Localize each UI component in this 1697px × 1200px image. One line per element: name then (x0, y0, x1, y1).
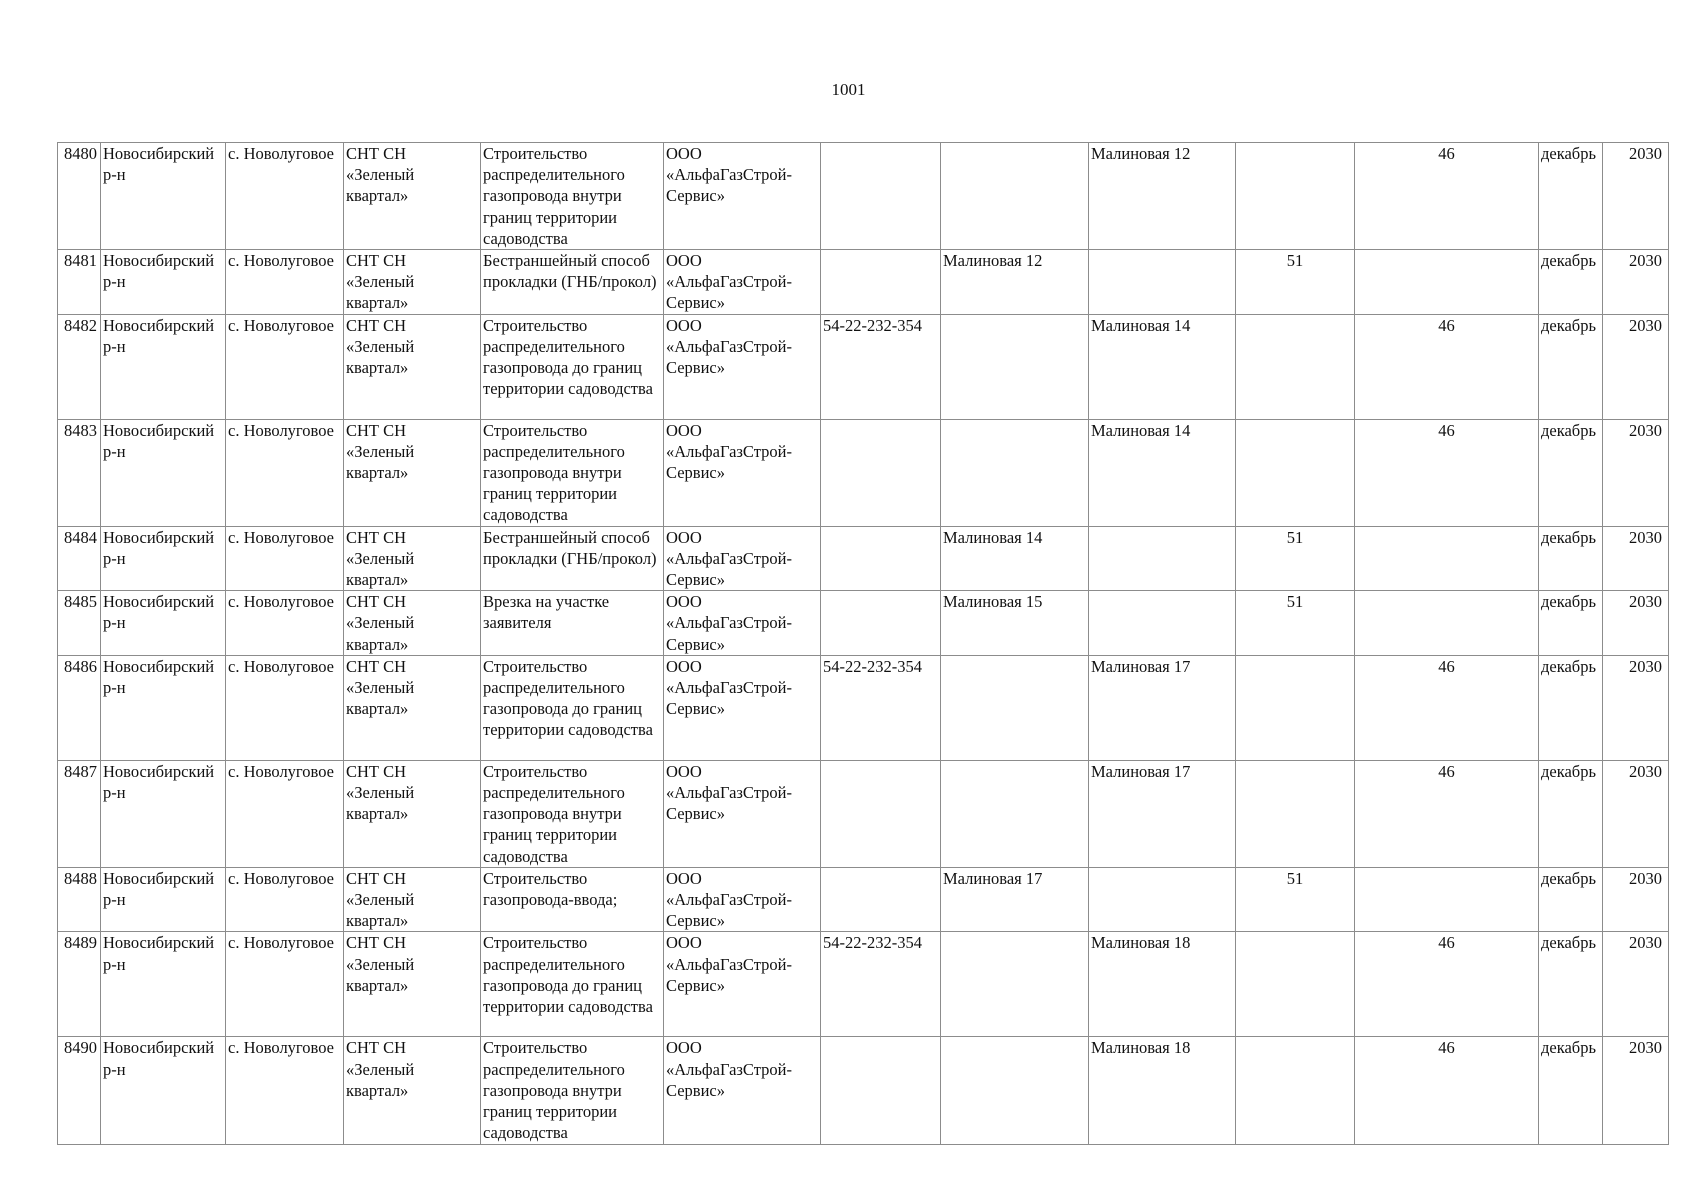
table-row (58, 143, 1669, 250)
organization-cell: СНТ СН «Зеленый квартал» (344, 1037, 481, 1144)
code-cell (821, 419, 941, 526)
value-51-cell (1236, 314, 1355, 419)
year-cell: 2030 (1603, 760, 1669, 867)
table-row (58, 419, 1669, 526)
year-cell: 2030 (1603, 526, 1669, 591)
month-cell: декабрь (1539, 760, 1603, 867)
year-cell: 2030 (1603, 591, 1669, 656)
value-46-cell: 46 (1355, 314, 1539, 419)
table-row (58, 655, 1669, 760)
address-b-cell: Малиновая 18 (1089, 1037, 1236, 1144)
row-number: 8490 (58, 1037, 101, 1144)
village-cell: с. Новолуговое (226, 760, 344, 867)
table-row (58, 867, 1669, 932)
month-cell: декабрь (1539, 143, 1603, 250)
row-number: 8484 (58, 526, 101, 591)
address-b-cell (1089, 250, 1236, 315)
district-cell: Новосибирский р-н (101, 932, 226, 1037)
value-46-cell: 46 (1355, 932, 1539, 1037)
organization-cell: СНТ СН «Зеленый квартал» (344, 760, 481, 867)
address-a-cell (941, 760, 1089, 867)
district-cell: Новосибирский р-н (101, 250, 226, 315)
village-cell: с. Новолуговое (226, 591, 344, 656)
contractor-cell: ООО «АльфаГазСтрой-Сервис» (664, 655, 821, 760)
row-number: 8488 (58, 867, 101, 932)
district-cell: Новосибирский р-н (101, 314, 226, 419)
year-cell: 2030 (1603, 932, 1669, 1037)
organization-cell: СНТ СН «Зеленый квартал» (344, 655, 481, 760)
value-51-cell (1236, 932, 1355, 1037)
district-cell: Новосибирский р-н (101, 655, 226, 760)
value-51-cell: 51 (1236, 526, 1355, 591)
address-a-cell: Малиновая 15 (941, 591, 1089, 656)
organization-cell: СНТ СН «Зеленый квартал» (344, 867, 481, 932)
table-body (58, 143, 1669, 1145)
row-number: 8485 (58, 591, 101, 656)
row-number: 8486 (58, 655, 101, 760)
row-number: 8487 (58, 760, 101, 867)
village-cell: с. Новолуговое (226, 526, 344, 591)
code-cell (821, 760, 941, 867)
district-cell: Новосибирский р-н (101, 1037, 226, 1144)
work-description-cell: Бестраншейный способ прокладки (ГНБ/прокол) (481, 526, 664, 591)
row-number: 8483 (58, 419, 101, 526)
address-b-cell: Малиновая 17 (1089, 655, 1236, 760)
table-row (58, 591, 1669, 656)
village-cell: с. Новолуговое (226, 932, 344, 1037)
month-cell: декабрь (1539, 932, 1603, 1037)
village-cell: с. Новолуговое (226, 250, 344, 315)
organization-cell: СНТ СН «Зеленый квартал» (344, 932, 481, 1037)
table-row (58, 526, 1669, 591)
month-cell: декабрь (1539, 591, 1603, 656)
work-description-cell: Строительство распределительного газопровода внутри границ территории садоводства (481, 760, 664, 867)
table-row (58, 1037, 1669, 1144)
value-51-cell: 51 (1236, 867, 1355, 932)
value-51-cell (1236, 760, 1355, 867)
value-46-cell: 46 (1355, 655, 1539, 760)
contractor-cell: ООО «АльфаГазСтрой-Сервис» (664, 932, 821, 1037)
row-number: 8480 (58, 143, 101, 250)
work-description-cell: Строительство распределительного газопровода до границ территории садоводства (481, 655, 664, 760)
code-cell: 54-22-232-354 (821, 932, 941, 1037)
value-46-cell: 46 (1355, 419, 1539, 526)
value-46-cell: 46 (1355, 143, 1539, 250)
district-cell: Новосибирский р-н (101, 143, 226, 250)
village-cell: с. Новолуговое (226, 867, 344, 932)
district-cell: Новосибирский р-н (101, 591, 226, 656)
address-a-cell (941, 314, 1089, 419)
address-b-cell: Малиновая 14 (1089, 314, 1236, 419)
address-b-cell (1089, 526, 1236, 591)
address-a-cell (941, 143, 1089, 250)
code-cell: 54-22-232-354 (821, 314, 941, 419)
village-cell: с. Новолуговое (226, 143, 344, 250)
value-46-cell (1355, 867, 1539, 932)
contractor-cell: ООО «АльфаГазСтрой-Сервис» (664, 591, 821, 656)
organization-cell: СНТ СН «Зеленый квартал» (344, 143, 481, 250)
address-a-cell (941, 932, 1089, 1037)
month-cell: декабрь (1539, 250, 1603, 315)
code-cell (821, 526, 941, 591)
address-b-cell: Малиновая 12 (1089, 143, 1236, 250)
page-number: 1001 (831, 80, 866, 99)
organization-cell: СНТ СН «Зеленый квартал» (344, 250, 481, 315)
organization-cell: СНТ СН «Зеленый квартал» (344, 419, 481, 526)
code-cell: 54-22-232-354 (821, 655, 941, 760)
work-description-cell: Строительство распределительного газопровода внутри границ территории садоводства (481, 1037, 664, 1144)
value-51-cell: 51 (1236, 591, 1355, 656)
work-description-cell: Строительство газопровода-ввода; (481, 867, 664, 932)
address-a-cell (941, 419, 1089, 526)
organization-cell: СНТ СН «Зеленый квартал» (344, 526, 481, 591)
code-cell (821, 143, 941, 250)
table-row (58, 250, 1669, 315)
work-description-cell: Врезка на участке заявителя (481, 591, 664, 656)
address-b-cell (1089, 591, 1236, 656)
year-cell: 2030 (1603, 655, 1669, 760)
year-cell: 2030 (1603, 143, 1669, 250)
district-cell: Новосибирский р-н (101, 526, 226, 591)
value-51-cell (1236, 143, 1355, 250)
work-description-cell: Строительство распределительного газопровода внутри границ территории садоводства (481, 143, 664, 250)
year-cell: 2030 (1603, 250, 1669, 315)
month-cell: декабрь (1539, 314, 1603, 419)
month-cell: декабрь (1539, 655, 1603, 760)
year-cell: 2030 (1603, 1037, 1669, 1144)
address-a-cell: Малиновая 14 (941, 526, 1089, 591)
contractor-cell: ООО «АльфаГазСтрой-Сервис» (664, 526, 821, 591)
row-number: 8489 (58, 932, 101, 1037)
contractor-cell: ООО «АльфаГазСтрой-Сервис» (664, 419, 821, 526)
table-row (58, 314, 1669, 419)
address-b-cell: Малиновая 17 (1089, 760, 1236, 867)
value-46-cell: 46 (1355, 760, 1539, 867)
village-cell: с. Новолуговое (226, 1037, 344, 1144)
contractor-cell: ООО «АльфаГазСтрой-Сервис» (664, 760, 821, 867)
organization-cell: СНТ СН «Зеленый квартал» (344, 591, 481, 656)
month-cell: декабрь (1539, 526, 1603, 591)
month-cell: декабрь (1539, 867, 1603, 932)
table-row (58, 760, 1669, 867)
district-cell: Новосибирский р-н (101, 867, 226, 932)
code-cell (821, 591, 941, 656)
district-cell: Новосибирский р-н (101, 760, 226, 867)
address-a-cell: Малиновая 17 (941, 867, 1089, 932)
value-51-cell (1236, 655, 1355, 760)
value-51-cell (1236, 419, 1355, 526)
value-46-cell (1355, 526, 1539, 591)
address-b-cell: Малиновая 18 (1089, 932, 1236, 1037)
year-cell: 2030 (1603, 867, 1669, 932)
year-cell: 2030 (1603, 419, 1669, 526)
data-table (57, 142, 1669, 1145)
work-description-cell: Бестраншейный способ прокладки (ГНБ/прокол) (481, 250, 664, 315)
work-description-cell: Строительство распределительного газопровода внутри границ территории садоводства (481, 419, 664, 526)
month-cell: декабрь (1539, 419, 1603, 526)
work-description-cell: Строительство распределительного газопровода до границ территории садоводства (481, 314, 664, 419)
contractor-cell: ООО «АльфаГазСтрой-Сервис» (664, 314, 821, 419)
year-cell: 2030 (1603, 314, 1669, 419)
village-cell: с. Новолуговое (226, 655, 344, 760)
contractor-cell: ООО «АльфаГазСтрой-Сервис» (664, 250, 821, 315)
address-a-cell: Малиновая 12 (941, 250, 1089, 315)
value-51-cell (1236, 1037, 1355, 1144)
address-b-cell: Малиновая 14 (1089, 419, 1236, 526)
row-number: 8481 (58, 250, 101, 315)
contractor-cell: ООО «АльфаГазСтрой-Сервис» (664, 1037, 821, 1144)
value-46-cell (1355, 250, 1539, 315)
value-51-cell: 51 (1236, 250, 1355, 315)
month-cell: декабрь (1539, 1037, 1603, 1144)
code-cell (821, 250, 941, 315)
code-cell (821, 1037, 941, 1144)
village-cell: с. Новолуговое (226, 419, 344, 526)
organization-cell: СНТ СН «Зеленый квартал» (344, 314, 481, 419)
address-a-cell (941, 1037, 1089, 1144)
table-row (58, 932, 1669, 1037)
code-cell (821, 867, 941, 932)
value-46-cell (1355, 591, 1539, 656)
district-cell: Новосибирский р-н (101, 419, 226, 526)
village-cell: с. Новолуговое (226, 314, 344, 419)
work-description-cell: Строительство распределительного газопровода до границ территории садоводства (481, 932, 664, 1037)
contractor-cell: ООО «АльфаГазСтрой-Сервис» (664, 867, 821, 932)
value-46-cell: 46 (1355, 1037, 1539, 1144)
contractor-cell: ООО «АльфаГазСтрой-Сервис» (664, 143, 821, 250)
row-number: 8482 (58, 314, 101, 419)
address-a-cell (941, 655, 1089, 760)
address-b-cell (1089, 867, 1236, 932)
